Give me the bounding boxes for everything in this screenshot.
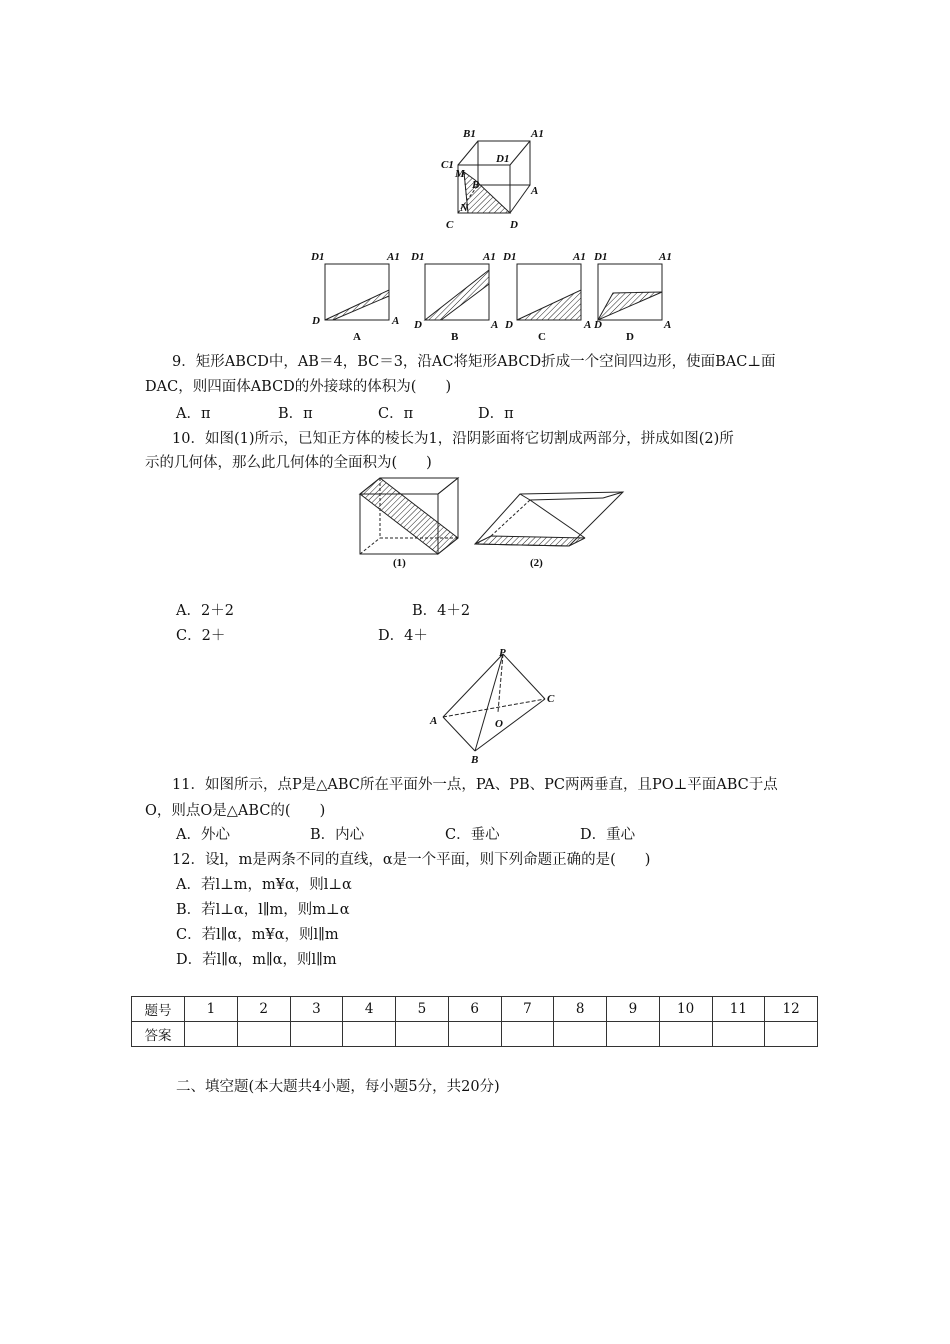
cube-figure: [430, 124, 560, 234]
answer-cell[interactable]: [607, 1022, 660, 1047]
cube-label: B: [472, 179, 480, 191]
q10-option-b: B．4＋2: [412, 603, 471, 619]
q11-line2: O，则点O是△ABC的( ): [145, 803, 326, 819]
q11-line1: 11．如图所示，点P是△ABC所在平面外一点，PA、PB、PC两两垂直，且PO⊥平面ABC于点: [172, 777, 778, 793]
q11-option-a: A．外心: [176, 827, 230, 843]
answer-cell[interactable]: [185, 1022, 238, 1047]
answer-table: [131, 996, 818, 1047]
question-number-cell: 3: [290, 997, 343, 1022]
question-number-cell: 7: [501, 997, 554, 1022]
svg-text:A1: A1: [483, 251, 496, 263]
answer-table-header-row: [132, 997, 818, 1022]
answer-cell[interactable]: [448, 1022, 501, 1047]
svg-text:D: D: [414, 319, 422, 331]
answer-table-answer-row: [132, 1022, 818, 1047]
question-number-cell: 8: [554, 997, 607, 1022]
answer-table-header-label: 题号: [132, 997, 185, 1022]
q9-option-d: D．π: [478, 406, 514, 422]
cube-label: B1: [463, 128, 476, 140]
pyramid-label: O: [495, 718, 503, 730]
question-number-cell: 6: [448, 997, 501, 1022]
section-2-title: 二、填空题(本大题共4小题，每小题5分，共20分): [176, 1079, 500, 1095]
answer-cell[interactable]: [396, 1022, 449, 1047]
fig-caption-2: (2): [530, 557, 543, 569]
cube-label: A1: [531, 128, 544, 140]
svg-text:A1: A1: [387, 251, 400, 263]
q12-option-b: B．若l⊥α，l∥m，则m⊥α: [176, 902, 350, 918]
option-caption: A: [353, 331, 361, 343]
answer-cell[interactable]: [554, 1022, 607, 1047]
q9-option-b: B．π: [278, 406, 313, 422]
svg-text:D1: D1: [503, 251, 517, 263]
q12-line1: 12．设l，m是两条不同的直线，α是一个平面，则下列命题正确的是( ): [172, 852, 651, 868]
option-caption: B: [451, 331, 459, 343]
q12-option-d: D．若l∥α，m∥α，则l∥m: [176, 952, 337, 968]
answer-cell[interactable]: [237, 1022, 290, 1047]
option-caption: C: [538, 331, 546, 343]
svg-text:A: A: [584, 319, 592, 331]
question-number-cell: 1: [185, 997, 238, 1022]
pyramid-label: P: [499, 647, 506, 659]
svg-text:A: A: [664, 319, 672, 331]
svg-text:D: D: [594, 319, 602, 331]
q10-option-d: D．4＋: [378, 628, 428, 644]
q10-line1: 10．如图(1)所示，已知正方体的棱长为1，沿阴影面将它切割成两部分，拼成如图(2)所: [172, 431, 734, 447]
option-caption: D: [626, 331, 634, 343]
q11-option-d: D．重心: [580, 827, 636, 843]
pyramid-figure: [425, 646, 565, 764]
question-number-cell: 5: [396, 997, 449, 1022]
answer-cell[interactable]: [290, 1022, 343, 1047]
q12-option-a: A．若l⊥m，m¥α，则l⊥α: [176, 877, 352, 893]
q11-option-c: C．垂心: [445, 827, 500, 843]
svg-text:D: D: [312, 315, 320, 327]
cube-label: M: [455, 168, 465, 180]
question-number-cell: 11: [712, 997, 765, 1022]
svg-text:D1: D1: [594, 251, 608, 263]
svg-text:D1: D1: [411, 251, 425, 263]
q10-option-c: C．2＋: [176, 628, 226, 644]
fig-caption-1: (1): [393, 557, 406, 569]
q9-line2: DAC，则四面体ABCD的外接球的体积为( ): [145, 379, 452, 395]
cube-label: N: [460, 202, 468, 214]
question-number-cell: 2: [237, 997, 290, 1022]
question-number-cell: 12: [765, 997, 818, 1022]
answer-table-answer-label: 答案: [132, 1022, 185, 1047]
answer-cell[interactable]: [501, 1022, 554, 1047]
cube-label: A: [531, 185, 539, 197]
question-number-cell: 9: [607, 997, 660, 1022]
cube-label: D1: [496, 153, 510, 165]
svg-text:D1: D1: [311, 251, 325, 263]
svg-text:A: A: [392, 315, 400, 327]
q9-line1: 9．矩形ABCD中，AB＝4，BC＝3，沿AC将矩形ABCD折成一个空间四边形，使面BAC⊥面: [172, 354, 776, 370]
question-number-cell: 10: [659, 997, 712, 1022]
cube-label: D: [510, 219, 518, 231]
answer-cell[interactable]: [765, 1022, 818, 1047]
answer-cell[interactable]: [712, 1022, 765, 1047]
q12-option-c: C．若l∥α，m¥α，则l∥m: [176, 927, 339, 943]
cube-label: C1: [441, 159, 454, 171]
pyramid-label: C: [547, 693, 555, 705]
pyramid-label: B: [471, 754, 479, 766]
q10-line2: 示的几何体，那么此几何体的全面积为( ): [145, 455, 432, 471]
q10-option-a: A．2＋2: [176, 603, 234, 619]
answer-cell[interactable]: [343, 1022, 396, 1047]
q10-figure: [355, 474, 630, 574]
svg-text:A: A: [491, 319, 499, 331]
options-figure: [308, 248, 678, 344]
pyramid-label: A: [430, 715, 438, 727]
question-number-cell: 4: [343, 997, 396, 1022]
svg-text:A1: A1: [573, 251, 586, 263]
svg-text:A1: A1: [659, 251, 672, 263]
q9-option-c: C．π: [378, 406, 414, 422]
answer-cell[interactable]: [659, 1022, 712, 1047]
cube-label: C: [446, 219, 454, 231]
svg-text:D: D: [505, 319, 513, 331]
q9-option-a: A．π: [176, 406, 211, 422]
q11-option-b: B．内心: [310, 827, 365, 843]
